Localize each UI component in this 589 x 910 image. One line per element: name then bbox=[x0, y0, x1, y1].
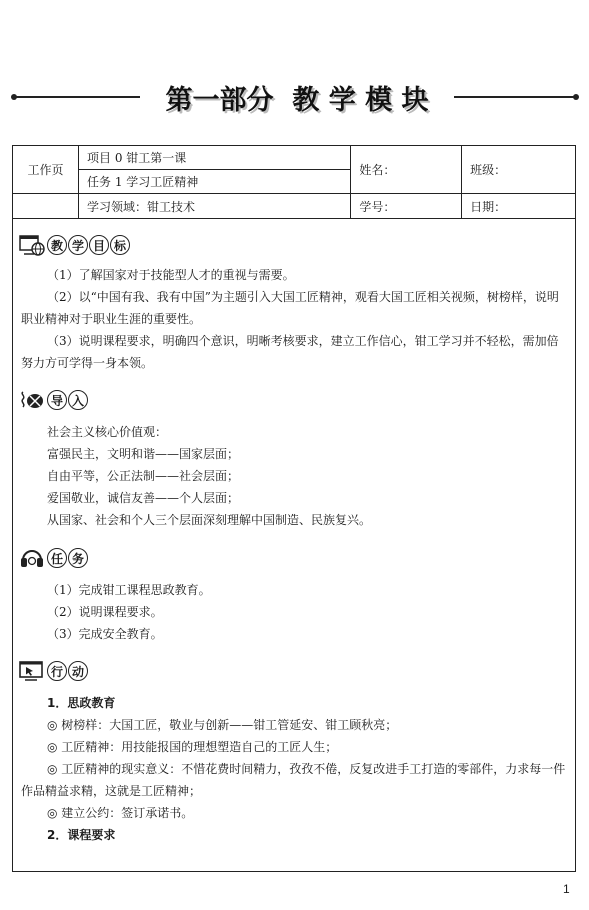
intro-char-1: 导 bbox=[47, 390, 67, 410]
intro-line-2: 富强民主，文明和谐——国家层面； bbox=[47, 447, 240, 461]
date-field: 日期： bbox=[462, 194, 575, 219]
task-item-2: （2）说明课程要求。 bbox=[47, 605, 163, 619]
intro-line-4: 爱国敬业，诚信友善——个人层面； bbox=[47, 491, 240, 505]
task-item-1: （1）完成钳工课程思政教育。 bbox=[47, 583, 211, 597]
headset-icon bbox=[19, 546, 45, 570]
page-number: 1 bbox=[563, 882, 570, 896]
header-rule-right bbox=[454, 96, 576, 98]
objectives-heading bbox=[19, 232, 131, 258]
objective-item-3: （3）说明课程要求，明确四个意识，明晰考核要求，建立工作信心，钳工学习并不轻松，需加倍努力方可学得一身本领。 bbox=[21, 334, 559, 370]
part-title: 第一部分 教 学 模 块 bbox=[165, 85, 429, 116]
intro-char-2: 入 bbox=[68, 390, 88, 410]
monitor-globe-icon bbox=[19, 233, 45, 257]
actions-subheading-1: 1．思政教育 bbox=[47, 696, 116, 710]
action-bullet-4: ◎ 建立公约：签订承诺书。 bbox=[47, 806, 194, 820]
class-field: 班级： bbox=[462, 146, 575, 194]
objective-item-2: （2）以“中国有我、我有中国”为主题引入大国工匠精神，观看大国工匠相关视频，树榜样，说明职业精神对于职业生涯的重要性。 bbox=[21, 290, 559, 326]
intro-line-5: 从国家、社会和个人三个层面深刻理解中国制造、民族复兴。 bbox=[47, 513, 372, 527]
info-table bbox=[13, 146, 575, 219]
objectives-char-1: 教 bbox=[47, 235, 67, 255]
objective-item-1: （1）了解国家对于技能型人才的重视与需要。 bbox=[47, 268, 295, 282]
tasks-char-2: 务 bbox=[68, 548, 88, 568]
student-id-field: 学号： bbox=[351, 194, 462, 219]
action-bullet-3: ◎ 工匠精神的现实意义：不惜花费时间精力，孜孜不倦，反复改进手工打造的零部件，力求每一件作品精益求精，这就是工匠精神； bbox=[21, 762, 566, 798]
actions-char-2: 动 bbox=[68, 661, 88, 681]
project-title: 项目 0 钳工第一课 bbox=[79, 146, 351, 170]
header-dot-left bbox=[11, 94, 17, 100]
intro-line-1: 社会主义核心价值观： bbox=[47, 425, 168, 439]
action-bullet-1: ◎ 树榜样：大国工匠，敬业与创新——钳工管延安、钳工顾秋亮； bbox=[47, 718, 398, 732]
objectives-char-3: 目 bbox=[89, 235, 109, 255]
actions-subheading-2: 2．课程要求 bbox=[47, 828, 116, 842]
task-item-3: （3）完成安全教育。 bbox=[47, 627, 163, 641]
worksheet-frame bbox=[12, 145, 576, 872]
part-header bbox=[0, 74, 589, 116]
header-dot-right bbox=[573, 94, 579, 100]
mouse-icon bbox=[19, 388, 45, 412]
name-field: 姓名： bbox=[351, 146, 462, 194]
tasks-char-1: 任 bbox=[47, 548, 67, 568]
objectives-char-4: 标 bbox=[110, 235, 130, 255]
header-rule-left bbox=[14, 96, 140, 98]
actions-char-1: 行 bbox=[47, 661, 67, 681]
actions-heading bbox=[19, 658, 89, 684]
task-title: 任务 1 学习工匠精神 bbox=[79, 170, 351, 194]
work-page-empty-cell bbox=[13, 194, 79, 219]
tasks-heading bbox=[19, 545, 89, 571]
intro-heading bbox=[19, 387, 89, 413]
work-page-label: 工作页 bbox=[13, 146, 79, 194]
domain-field: 学习领域：钳工技术 bbox=[79, 194, 351, 219]
screen-cursor-icon bbox=[19, 659, 45, 683]
action-bullet-2: ◎ 工匠精神：用技能报国的理想塑造自己的工匠人生； bbox=[47, 740, 338, 754]
objectives-char-2: 学 bbox=[68, 235, 88, 255]
intro-line-3: 自由平等，公正法制——社会层面； bbox=[47, 469, 240, 483]
